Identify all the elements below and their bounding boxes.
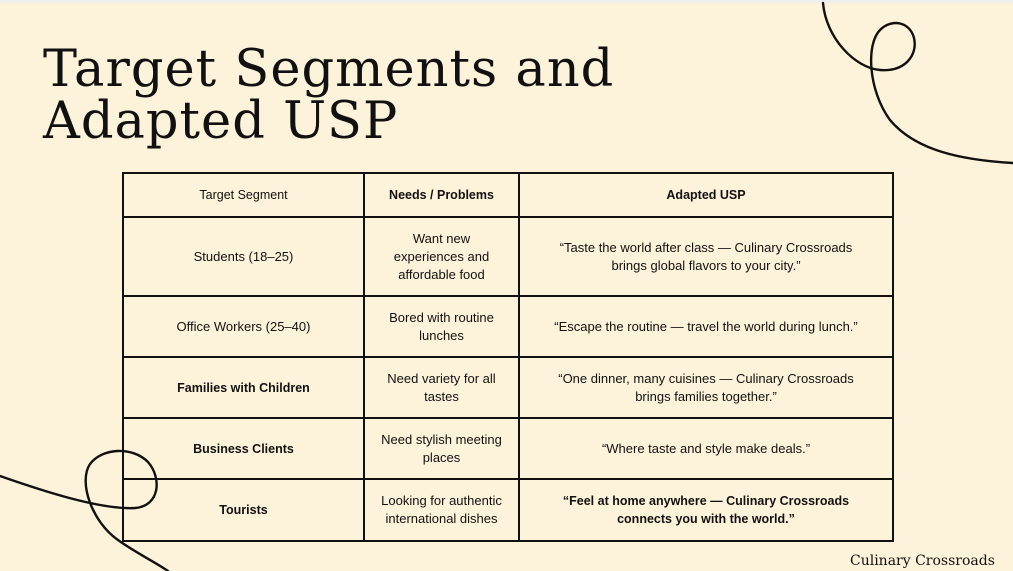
table-row [123, 217, 893, 296]
segment-cell: Families with Children [123, 357, 364, 418]
needs-cell: Need stylish meeting places [364, 418, 519, 479]
table-row [123, 357, 893, 418]
usp-cell: “Taste the world after class — Culinary Crossroads brings global flavors to your city.” [519, 217, 893, 296]
table-row [123, 296, 893, 357]
segment-cell: Tourists [123, 479, 364, 541]
needs-cell: Bored with routine lunches [364, 296, 519, 357]
brand-footer: Culinary Crossroads [850, 553, 995, 569]
table-row [123, 418, 893, 479]
table-row [123, 479, 893, 541]
header-adapted-usp: Adapted USP [519, 173, 893, 217]
header-target-segment: Target Segment [123, 173, 364, 217]
slide-title: Target Segments and Adapted USP [43, 40, 615, 151]
segment-cell: Business Clients [123, 418, 364, 479]
usp-cell: “One dinner, many cuisines — Culinary Crossroads brings families together.” [519, 357, 893, 418]
needs-cell: Need variety for all tastes [364, 357, 519, 418]
segment-cell: Office Workers (25–40) [123, 296, 364, 357]
needs-cell: Looking for authentic international dishes [364, 479, 519, 541]
usp-cell: “Feel at home anywhere — Culinary Crossroads connects you with the world.” [519, 479, 893, 541]
segment-cell: Students (18–25) [123, 217, 364, 296]
needs-cell: Want new experiences and affordable food [364, 217, 519, 296]
table-header-row [123, 173, 893, 217]
usp-cell: “Escape the routine — travel the world during lunch.” [519, 296, 893, 357]
usp-table [122, 172, 894, 542]
header-needs-problems: Needs / Problems [364, 173, 519, 217]
usp-cell: “Where taste and style make deals.” [519, 418, 893, 479]
